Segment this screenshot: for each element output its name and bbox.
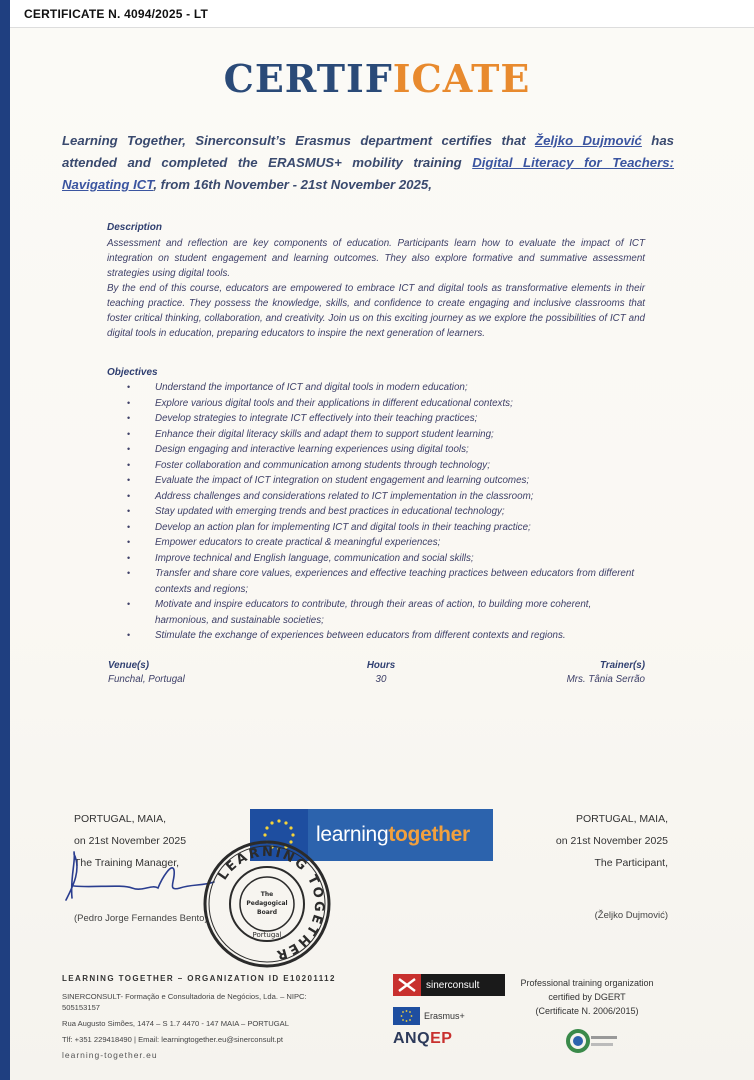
objective-item: • Explore various digital tools and their applications in different educational contexts; [127,396,647,412]
participant-name: Željko Dujmović [535,133,642,148]
venue-label: Venue(s) [108,660,150,671]
objective-item: • Stay updated with emerging trends and best practices in educational technology; [127,504,647,520]
handwritten-signature [62,848,222,908]
dgert-line-2: certified by DGERT [548,992,626,1002]
title-part-1: CERTIF [223,56,393,101]
objectives-list [127,380,647,644]
objective-item: • Stimulate the exchange of experiences between educators from different contexts and regions. [127,628,647,644]
footer-address: Rua Augusto Simões, 1474 – S 1.7 4470 - 147 MAIA – PORTUGAL [62,1019,289,1028]
intro-middle: has attended and completed the ERASMUS+ mobility training [62,133,674,170]
course-name: Digital Literacy for Teachers: Navigating ICT [62,155,675,192]
anqep-part-b: EP [430,1030,453,1047]
objective-item: • Empower educators to create practical & meaningful experiences; [127,535,647,551]
objective-item: • Enhance their digital literacy skills and adapt them to support student learning; [127,427,647,443]
objective-item: • Evaluate the impact of ICT integration on student engagement and learning outcomes; [127,473,647,489]
stamp-bottom-text: Portugal [252,931,282,939]
certificate-number: CERTIFICATE N. 4094/2025 - LT [24,7,209,21]
stamp-ring-text: LEARNING TOGETHER [215,844,327,963]
objective-item: • Design engaging and interactive learning experiences using digital tools; [127,442,647,458]
intro-suffix: , from 16th November - 21st November 2025, [153,177,432,192]
stamp-center-line-2: Pedagogical [246,900,288,907]
footer-company-line-2: 505153157 [62,1003,101,1012]
stamp-center-line-3: Board [257,909,277,916]
footer-organization: LEARNING TOGETHER – ORGANIZATION ID E10201112 [62,974,336,983]
dgert-line-3: (Certificate N. 2006/2015) [535,1006,639,1016]
objective-item: • Develop an action plan for implementing ICT and digital tools in their teaching practice; [127,520,647,536]
hours-block [366,660,396,685]
venue-block [108,660,185,685]
hours-label: Hours [366,660,396,671]
objective-item: • Improve technical and English language, communication and social skills; [127,551,647,567]
stamp-center-line-1: The [260,891,274,898]
left-place: PORTUGAL, MAIA, [74,813,166,825]
objective-item: • Address challenges and considerations related to ICT implementation in the classroom; [127,489,647,505]
left-border-stripe [0,0,10,1080]
brand-word-together: together [388,823,470,846]
venue-value: Funchal, Portugal [108,674,185,685]
description-heading: Description [107,222,163,233]
anqep-logo [393,1030,452,1048]
erasmus-logo [393,1007,465,1025]
certificate-number-bar [10,0,754,28]
trainer-block [567,660,645,685]
footer-website: learning-together.eu [62,1050,158,1060]
brand-wordmark [316,823,470,847]
objective-item: • Understand the importance of ICT and digital tools in modern education; [127,380,647,396]
right-role: The Participant, [594,857,668,869]
left-role: The Training Manager, [74,857,180,869]
intro-prefix: Learning Together, Sinerconsult’s Erasmus department certifies that [62,133,536,148]
title-part-2: ICATE [392,56,531,101]
objective-item: • Transfer and share core values, experiences and effective teaching practices between educators from different contexts and regions; [127,566,647,597]
anqep-part-a: ANQ [393,1030,431,1047]
eu-flag-small-icon [393,1007,420,1025]
objective-item: • Develop strategies to integrate ICT effectively into their teaching practices; [127,411,647,427]
certificate-title [0,56,754,101]
brand-word-learning: learning [316,823,389,846]
objective-item: • Foster collaboration and communication among students through technology; [127,458,647,474]
description-paragraph-1: Assessment and reflection are key components of education. Participants learn how to evaluate the impact of ICT integration on student engagement and learning outcomes. They also explore formative and summative assessment strategies using digital tools. [107,238,645,279]
dgert-certification [512,976,662,1018]
sinerconsult-logo [393,974,505,996]
hours-value: 30 [375,674,387,685]
footer-company-line-1: SINERCONSULT- Formação e Consultadoria de Negócios, Lda. – NIPC: [62,992,307,1001]
trainer-label: Trainer(s) [599,660,645,671]
certified-entity-icon [566,1026,620,1056]
description-paragraph-2: By the end of this course, educators are empowered to embrace ICT and digital tools as transformative elements in their teaching practice. They possess the knowledge, skills, and confidence to create engaging and inclusive classrooms that foster critical thinking, collaboration, and creativity. Join us on this exciting journey as we explore the possibilities of ICT and digital tools in education, preparing educators to inspire the next generation of learners. [107,283,645,339]
training-manager-name: (Pedro Jorge Fernandes Bento) [74,913,208,924]
right-date: on 21st November 2025 [555,835,668,847]
description-text [107,236,645,341]
participant-signature-block [556,808,668,874]
right-place: PORTUGAL, MAIA, [576,813,668,825]
objective-item: • Motivate and inspire educators to contribute, through their areas of action, to building more coherent, harmonious, and sustainable societies; [127,597,647,628]
sinerconsult-mark-icon [393,974,421,996]
footer-contact: Tlf: +351 229418490 | Email: learningtogether.eu@sinerconsult.pt [62,1035,283,1044]
anqep-wordmark [393,1030,452,1048]
sinerconsult-wordmark: sinerconsult [421,974,505,996]
dgert-line-1: Professional training organization [520,978,654,988]
pedagogical-board-stamp [201,838,333,970]
left-date: on 21st November 2025 [74,835,187,847]
certification-statement [62,130,674,196]
objectives-heading: Objectives [107,367,158,378]
erasmus-label: Erasmus+ [424,1011,465,1021]
participant-signed-name: (Željko Dujmović) [594,910,668,921]
trainer-value: Mrs. Tânia Serrão [566,674,645,685]
